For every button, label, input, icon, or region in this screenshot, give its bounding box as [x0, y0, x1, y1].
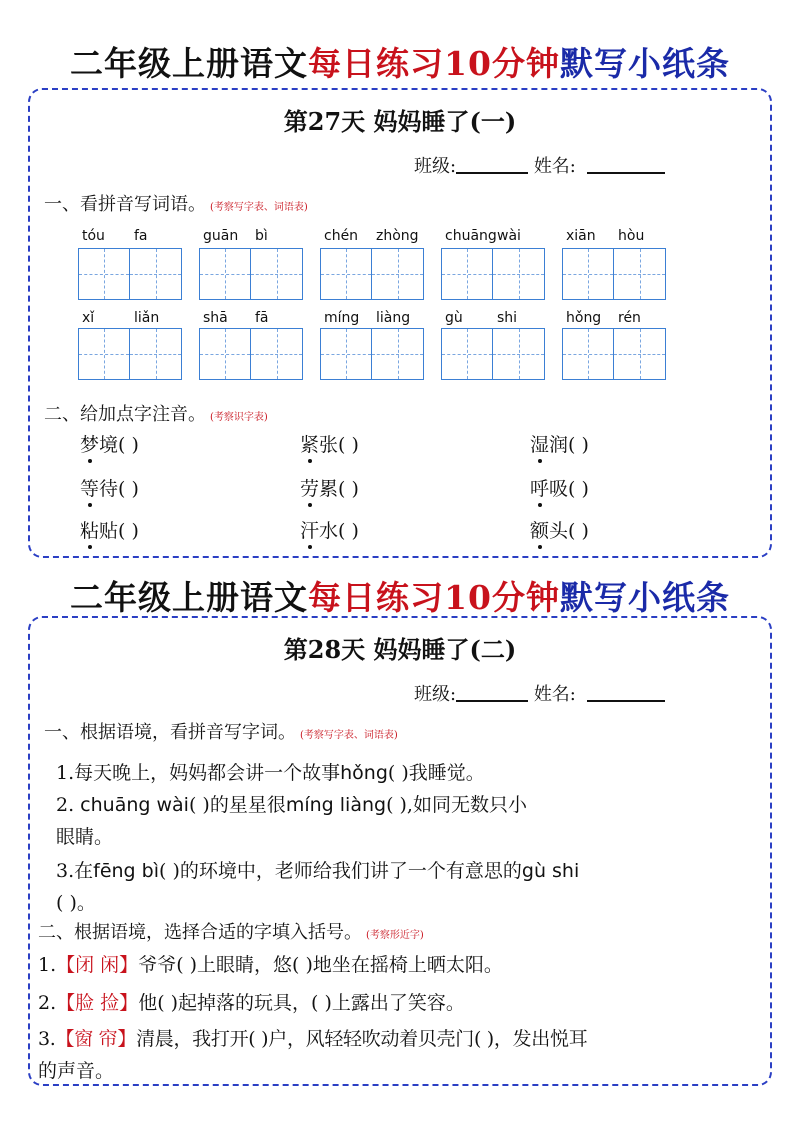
q1-pinyin: hǒng: [340, 762, 388, 784]
name-blank[interactable]: [587, 682, 665, 702]
question-3-cont[interactable]: ( )。: [56, 892, 96, 914]
section-note: (考察识字表): [210, 412, 268, 423]
choice-3-cont: 的声音。: [38, 1060, 115, 1082]
pinyin-label: xǐ: [82, 310, 95, 326]
choice-2: [38, 988, 465, 1015]
pinyin-label: míng: [324, 310, 360, 326]
writing-cell[interactable]: [372, 248, 424, 300]
writing-cell[interactable]: [320, 248, 372, 300]
day27-card: [28, 88, 772, 558]
section-note: (考察写字表、词语表): [300, 730, 398, 741]
writing-cell[interactable]: [372, 328, 424, 380]
answer-blank[interactable]: ( ): [338, 520, 359, 542]
choice-text[interactable]: 他( )起掉落的玩具，( )上露出了笑容。: [138, 992, 465, 1014]
answer-blank[interactable]: ( ): [118, 434, 139, 456]
q1-text: 1.每天晚上，妈妈都会讲一个故事: [56, 762, 341, 784]
writing-cell[interactable]: [251, 248, 303, 300]
phonetic-word-item: [300, 516, 359, 543]
choice-num: 2.: [38, 992, 57, 1014]
pinyin-label: wài: [497, 228, 521, 244]
choice-num: 1.: [38, 954, 57, 976]
q3-blank-1[interactable]: ( )的环境中，老师给我们讲了一个有意思的: [159, 860, 522, 882]
answer-blank[interactable]: ( ): [338, 478, 359, 500]
banner-grade: 二年级上册语文: [70, 578, 309, 617]
word-char: 水: [319, 520, 339, 542]
writing-grid: [320, 248, 424, 300]
day28-title: 第28天 妈妈睡了(二): [283, 635, 517, 664]
choice-text[interactable]: 清晨，我打开( )户，风轻轻吹动着贝壳门( )，发出悦耳: [136, 1028, 588, 1050]
phonetic-word-item: [80, 516, 139, 543]
dotted-char: 梦: [80, 430, 99, 457]
dotted-char: 劳: [300, 474, 319, 501]
answer-blank[interactable]: ( ): [568, 520, 589, 542]
writing-grid: [78, 328, 182, 380]
question-1: [56, 758, 485, 785]
pinyin-label: rén: [618, 310, 641, 326]
pinyin-label: liǎn: [134, 310, 160, 326]
q2-blank-2[interactable]: ( ),如同无数只小: [386, 794, 527, 816]
day28-name-line: [414, 680, 665, 706]
word-char: 润: [549, 434, 569, 456]
writing-cell[interactable]: [251, 328, 303, 380]
section-title: 二、根据语境，选择合适的字填入括号。: [38, 922, 362, 943]
pinyin-label: xiān: [566, 228, 596, 244]
pinyin-label: guān: [203, 228, 239, 244]
writing-cell[interactable]: [493, 328, 545, 380]
pinyin-label: zhòng: [376, 228, 419, 244]
q3-pinyin-1: fēng bì: [93, 860, 160, 882]
pinyin-label: bì: [255, 228, 268, 244]
writing-grid: [320, 328, 424, 380]
writing-cell[interactable]: [441, 248, 493, 300]
day27-title: 第27天 妈妈睡了(一): [283, 107, 517, 136]
dotted-char: 粘: [80, 516, 99, 543]
answer-blank[interactable]: ( ): [568, 478, 589, 500]
phonetic-word-item: [530, 516, 589, 543]
name-label: 姓名:: [533, 684, 576, 705]
writing-grid: [199, 328, 303, 380]
class-label: 班级:: [414, 684, 457, 705]
writing-grid: [78, 248, 182, 300]
q2-pinyin-1: chuāng wài: [80, 794, 189, 816]
pinyin-label: hǒng: [566, 310, 602, 326]
day27-section2-title: [44, 400, 268, 426]
banner-grade: 二年级上册语文: [70, 44, 309, 83]
word-char: 待: [99, 478, 119, 500]
day27-section1-title: [44, 190, 308, 216]
banner-practice: 每日练习10分钟: [308, 44, 560, 83]
phonetic-word-item: [530, 430, 589, 457]
q3-pinyin-2: gù shi: [521, 860, 580, 882]
choice-3: [38, 1024, 587, 1051]
phonetic-word-item: [300, 430, 359, 457]
word-char: 贴: [99, 520, 119, 542]
writing-grid: [562, 328, 666, 380]
day28-card: [28, 616, 772, 1086]
writing-cell[interactable]: [562, 248, 614, 300]
word-char: 张: [319, 434, 339, 456]
phonetic-word-item: [80, 430, 139, 457]
pinyin-label: shā: [203, 310, 228, 326]
pinyin-label: chuāng: [445, 228, 497, 244]
q1-blank[interactable]: ( )我睡觉。: [387, 762, 485, 784]
q2-num: 2.: [56, 794, 81, 816]
q3-text: 3.在: [56, 860, 94, 882]
name-label: 姓名:: [533, 156, 576, 177]
banner-practice: 每日练习10分钟: [308, 578, 560, 617]
word-char: 吸: [549, 478, 569, 500]
writing-cell[interactable]: [130, 248, 182, 300]
writing-cell[interactable]: [614, 248, 666, 300]
pinyin-label: tóu: [82, 228, 105, 244]
choice-text[interactable]: 爷爷( )上眼睛，悠( )地坐在摇椅上晒太阳。: [138, 954, 503, 976]
choice-options: 【闭 闲】: [56, 954, 139, 976]
page-banner: [0, 38, 800, 85]
writing-grid: [562, 248, 666, 300]
class-blank[interactable]: [456, 682, 528, 702]
dotted-char: 额: [530, 516, 549, 543]
question-2: [56, 790, 527, 817]
answer-blank[interactable]: ( ): [118, 478, 139, 500]
class-label: 班级:: [414, 156, 457, 177]
pinyin-label: hòu: [618, 228, 645, 244]
q2-blank-1[interactable]: ( )的星星很: [188, 794, 286, 816]
word-char: 头: [549, 520, 569, 542]
writing-cell[interactable]: [614, 328, 666, 380]
page-banner-2: [0, 572, 800, 619]
section-note: (考察写字表、词语表): [210, 202, 308, 213]
class-blank[interactable]: [456, 154, 528, 174]
pinyin-label: gù: [445, 310, 463, 326]
section-title: 一、看拼音写词语。: [44, 194, 206, 215]
dotted-char: 湿: [530, 430, 549, 457]
day28-section2-title: [38, 918, 424, 944]
choice-num: 3.: [38, 1028, 56, 1050]
banner-dictation: 默写小纸条: [559, 44, 730, 83]
answer-blank[interactable]: ( ): [118, 520, 139, 542]
writing-grid: [441, 248, 545, 300]
dotted-char: 等: [80, 474, 99, 501]
writing-cell[interactable]: [562, 328, 614, 380]
pinyin-label: shi: [497, 310, 518, 326]
writing-cell[interactable]: [320, 328, 372, 380]
writing-cell[interactable]: [130, 328, 182, 380]
writing-cell[interactable]: [78, 328, 130, 380]
choice-1: [38, 950, 503, 977]
pinyin-label: chén: [324, 228, 359, 244]
answer-blank[interactable]: ( ): [338, 434, 359, 456]
name-blank[interactable]: [587, 154, 665, 174]
question-3: [56, 856, 579, 883]
section-title: 二、给加点字注音。: [44, 404, 206, 425]
day28-section1-title: [44, 718, 398, 744]
section-note: (考察形近字): [366, 930, 424, 941]
choice-options: 【窗 帘】: [55, 1028, 137, 1050]
pinyin-label: fā: [255, 310, 269, 326]
phonetic-word-item: [80, 474, 139, 501]
writing-cell[interactable]: [199, 248, 251, 300]
pinyin-label: fa: [134, 228, 148, 244]
question-2-cont: 眼睛。: [56, 826, 114, 848]
dotted-char: 呼: [530, 474, 549, 501]
dotted-char: 紧: [300, 430, 319, 457]
writing-grid: [199, 248, 303, 300]
writing-cell[interactable]: [441, 328, 493, 380]
writing-grid: [441, 328, 545, 380]
answer-blank[interactable]: ( ): [568, 434, 589, 456]
writing-cell[interactable]: [493, 248, 545, 300]
phonetic-word-item: [530, 474, 589, 501]
choice-options: 【脸 捡】: [56, 992, 139, 1014]
pinyin-label: liàng: [376, 310, 411, 326]
writing-cell[interactable]: [78, 248, 130, 300]
writing-cell[interactable]: [199, 328, 251, 380]
day27-name-line: [414, 152, 665, 178]
section-title: 一、根据语境，看拼音写字词。: [44, 722, 296, 743]
q2-pinyin-2: míng liàng: [285, 794, 387, 816]
word-char: 累: [319, 478, 339, 500]
phonetic-word-item: [300, 474, 359, 501]
banner-dictation: 默写小纸条: [559, 578, 730, 617]
dotted-char: 汗: [300, 516, 319, 543]
word-char: 境: [99, 434, 119, 456]
